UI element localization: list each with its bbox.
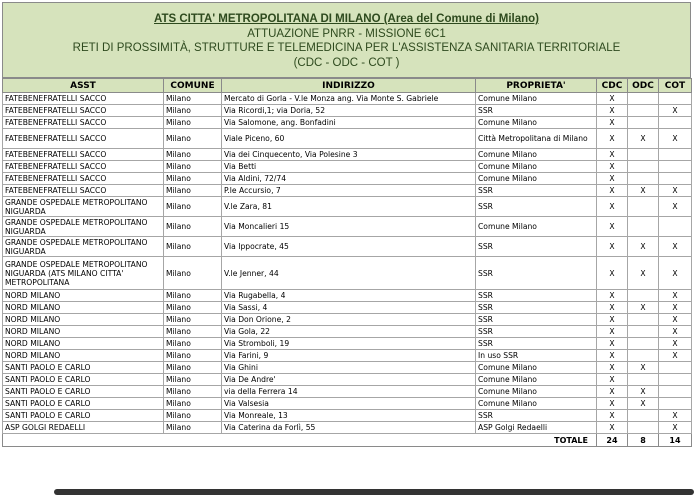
- cell-cot: [659, 386, 692, 398]
- cell-asst: FATEBENEFRATELLI SACCO: [3, 149, 164, 161]
- cell-asst: ASP GOLGI REDAELLI: [3, 422, 164, 434]
- cell-cdc: X: [597, 257, 628, 290]
- cell-proprieta: ASP Golgi Redaelli: [476, 422, 597, 434]
- cell-comune: Milano: [164, 149, 222, 161]
- cell-proprieta: Comune Milano: [476, 117, 597, 129]
- cell-comune: Milano: [164, 410, 222, 422]
- cell-asst: SANTI PAOLO E CARLO: [3, 410, 164, 422]
- cell-cot: [659, 149, 692, 161]
- table-row: [3, 105, 692, 117]
- cell-cot: X: [659, 338, 692, 350]
- cell-proprieta: Città Metropolitana di Milano: [476, 129, 597, 149]
- cell-cot: X: [659, 257, 692, 290]
- table-row: [3, 314, 692, 326]
- table-row: [3, 93, 692, 105]
- cell-cot: X: [659, 350, 692, 362]
- cell-cdc: X: [597, 290, 628, 302]
- cell-asst: FATEBENEFRATELLI SACCO: [3, 129, 164, 149]
- cell-odc: [628, 93, 659, 105]
- cell-cdc: X: [597, 314, 628, 326]
- cell-cdc: X: [597, 117, 628, 129]
- cell-proprieta: Comune Milano: [476, 362, 597, 374]
- cell-cdc: X: [597, 422, 628, 434]
- cell-cdc: X: [597, 237, 628, 257]
- cell-comune: Milano: [164, 302, 222, 314]
- table-row: [3, 129, 692, 149]
- cell-cdc: X: [597, 326, 628, 338]
- cell-cot: [659, 362, 692, 374]
- cell-indirizzo: Mercato di Gorla - V.le Monza ang. Via Monte S. Gabriele: [222, 93, 476, 105]
- table-row: [3, 302, 692, 314]
- cell-odc: [628, 117, 659, 129]
- cell-indirizzo: Via Salomone, ang. Bonfadini: [222, 117, 476, 129]
- cell-asst: GRANDE OSPEDALE METROPOLITANO NIGUARDA (ATS MILANO CITTA' METROPOLITANA: [3, 257, 164, 290]
- column-header-asst: ASST: [3, 79, 164, 93]
- cell-asst: FATEBENEFRATELLI SACCO: [3, 117, 164, 129]
- cell-odc: [628, 326, 659, 338]
- cell-indirizzo: Via Gola, 22: [222, 326, 476, 338]
- cell-proprieta: SSR: [476, 326, 597, 338]
- cell-proprieta: Comune Milano: [476, 374, 597, 386]
- cell-asst: FATEBENEFRATELLI SACCO: [3, 185, 164, 197]
- cell-cdc: X: [597, 398, 628, 410]
- cell-asst: FATEBENEFRATELLI SACCO: [3, 93, 164, 105]
- cell-indirizzo: Via Betti: [222, 161, 476, 173]
- cell-odc: [628, 338, 659, 350]
- cell-cdc: X: [597, 129, 628, 149]
- title-line-4: (CDC - ODC - COT ): [293, 56, 400, 69]
- cell-comune: Milano: [164, 374, 222, 386]
- cell-cdc: X: [597, 374, 628, 386]
- cell-proprieta: SSR: [476, 338, 597, 350]
- table-row: [3, 161, 692, 173]
- cell-asst: FATEBENEFRATELLI SACCO: [3, 173, 164, 185]
- cell-indirizzo: via della Ferrera 14: [222, 386, 476, 398]
- horizontal-scrollbar[interactable]: [54, 489, 694, 495]
- cell-cot: [659, 93, 692, 105]
- cell-asst: SANTI PAOLO E CARLO: [3, 386, 164, 398]
- cell-comune: Milano: [164, 257, 222, 290]
- cell-indirizzo: Via Caterina da Forlì, 55: [222, 422, 476, 434]
- cell-proprieta: Comune Milano: [476, 161, 597, 173]
- table-row: [3, 290, 692, 302]
- cell-cot: X: [659, 410, 692, 422]
- cell-asst: NORD MILANO: [3, 290, 164, 302]
- cell-indirizzo: Via Ghini: [222, 362, 476, 374]
- cell-odc: [628, 314, 659, 326]
- cell-proprieta: SSR: [476, 237, 597, 257]
- total-odc: 8: [628, 434, 659, 447]
- cell-comune: Milano: [164, 197, 222, 217]
- cell-comune: Milano: [164, 237, 222, 257]
- cell-asst: NORD MILANO: [3, 302, 164, 314]
- cell-proprieta: Comune Milano: [476, 93, 597, 105]
- title-line-1: ATS CITTA' METROPOLITANA DI MILANO (Area del Comune di Milano): [154, 13, 539, 25]
- cell-cot: X: [659, 197, 692, 217]
- cell-comune: Milano: [164, 338, 222, 350]
- cell-cot: [659, 374, 692, 386]
- cell-indirizzo: Via Moncalieri 15: [222, 217, 476, 237]
- table-row: [3, 350, 692, 362]
- cell-proprieta: SSR: [476, 185, 597, 197]
- cell-cot: X: [659, 326, 692, 338]
- cell-asst: SANTI PAOLO E CARLO: [3, 374, 164, 386]
- total-cot: 14: [659, 434, 692, 447]
- cell-indirizzo: Via Stromboli, 19: [222, 338, 476, 350]
- cell-odc: [628, 350, 659, 362]
- cell-odc: [628, 217, 659, 237]
- table-row: [3, 398, 692, 410]
- cell-cot: X: [659, 105, 692, 117]
- cell-proprieta: SSR: [476, 197, 597, 217]
- cell-cot: X: [659, 314, 692, 326]
- cell-comune: Milano: [164, 290, 222, 302]
- cell-odc: [628, 173, 659, 185]
- cell-odc: [628, 422, 659, 434]
- cell-cdc: X: [597, 338, 628, 350]
- table-row: [3, 374, 692, 386]
- cell-comune: Milano: [164, 185, 222, 197]
- cell-cot: [659, 398, 692, 410]
- cell-comune: Milano: [164, 93, 222, 105]
- column-header-cdc: CDC: [597, 79, 628, 93]
- table-row: [3, 422, 692, 434]
- cell-comune: Milano: [164, 129, 222, 149]
- cell-cot: X: [659, 302, 692, 314]
- cell-asst: NORD MILANO: [3, 338, 164, 350]
- cell-comune: Milano: [164, 398, 222, 410]
- cell-cdc: X: [597, 161, 628, 173]
- cell-comune: Milano: [164, 217, 222, 237]
- cell-indirizzo: Via Ippocrate, 45: [222, 237, 476, 257]
- table-row: [3, 237, 692, 257]
- title-line-3: RETI DI PROSSIMITÀ, STRUTTURE E TELEMEDICINA PER L'ASSISTENZA SANITARIA TERRITORIALE: [72, 42, 621, 54]
- cell-comune: Milano: [164, 350, 222, 362]
- cell-odc: X: [628, 237, 659, 257]
- cell-asst: GRANDE OSPEDALE METROPOLITANO NIGUARDA: [3, 237, 164, 257]
- cell-cot: [659, 161, 692, 173]
- cell-cdc: X: [597, 302, 628, 314]
- cell-proprieta: Comune Milano: [476, 173, 597, 185]
- cell-odc: [628, 197, 659, 217]
- cell-indirizzo: V.le Zara, 81: [222, 197, 476, 217]
- cell-proprieta: SSR: [476, 105, 597, 117]
- cell-proprieta: Comune Milano: [476, 217, 597, 237]
- cell-comune: Milano: [164, 314, 222, 326]
- cell-indirizzo: Via Sassi, 4: [222, 302, 476, 314]
- cell-comune: Milano: [164, 326, 222, 338]
- column-header-proprieta: PROPRIETA': [476, 79, 597, 93]
- cell-indirizzo: P.le Accursio, 7: [222, 185, 476, 197]
- cell-asst: GRANDE OSPEDALE METROPOLITANO NIGUARDA: [3, 197, 164, 217]
- cell-cdc: X: [597, 350, 628, 362]
- cell-odc: X: [628, 386, 659, 398]
- cell-cot: [659, 173, 692, 185]
- cell-proprieta: SSR: [476, 302, 597, 314]
- cell-asst: NORD MILANO: [3, 350, 164, 362]
- cell-cot: [659, 117, 692, 129]
- cell-cot: X: [659, 185, 692, 197]
- cell-indirizzo: Via De Andre': [222, 374, 476, 386]
- cell-indirizzo: V.le Jenner, 44: [222, 257, 476, 290]
- cell-odc: X: [628, 129, 659, 149]
- cell-asst: SANTI PAOLO E CARLO: [3, 398, 164, 410]
- cell-cot: X: [659, 237, 692, 257]
- table-row: [3, 197, 692, 217]
- cell-proprieta: SSR: [476, 290, 597, 302]
- cell-odc: [628, 290, 659, 302]
- cell-indirizzo: Via Monreale, 13: [222, 410, 476, 422]
- cell-cot: X: [659, 422, 692, 434]
- cell-odc: X: [628, 302, 659, 314]
- cell-cdc: X: [597, 105, 628, 117]
- cell-cdc: X: [597, 173, 628, 185]
- table-row: [3, 326, 692, 338]
- cell-cdc: X: [597, 217, 628, 237]
- cell-cdc: X: [597, 386, 628, 398]
- column-header-odc: ODC: [628, 79, 659, 93]
- table-row: [3, 149, 692, 161]
- total-label: TOTALE: [3, 434, 597, 447]
- cell-odc: [628, 149, 659, 161]
- cell-odc: X: [628, 185, 659, 197]
- table-row: [3, 362, 692, 374]
- facilities-table: [2, 78, 692, 447]
- cell-indirizzo: Via Rugabella, 4: [222, 290, 476, 302]
- cell-cot: [659, 217, 692, 237]
- cell-asst: FATEBENEFRATELLI SACCO: [3, 161, 164, 173]
- cell-cdc: X: [597, 362, 628, 374]
- cell-indirizzo: Via Valsesia: [222, 398, 476, 410]
- table-body: [3, 93, 692, 434]
- cell-proprieta: Comune Milano: [476, 386, 597, 398]
- column-header-cot: COT: [659, 79, 692, 93]
- document-header: [2, 2, 691, 78]
- column-header-comune: COMUNE: [164, 79, 222, 93]
- cell-proprieta: SSR: [476, 314, 597, 326]
- cell-cot: X: [659, 290, 692, 302]
- document-sheet: [2, 2, 691, 447]
- total-cdc: 24: [597, 434, 628, 447]
- cell-cdc: X: [597, 410, 628, 422]
- cell-comune: Milano: [164, 422, 222, 434]
- column-header-indirizzo: INDIRIZZO: [222, 79, 476, 93]
- cell-cdc: X: [597, 185, 628, 197]
- title-line-2: ATTUAZIONE PNRR - MISSIONE 6C1: [247, 27, 446, 40]
- cell-proprieta: SSR: [476, 257, 597, 290]
- cell-comune: Milano: [164, 117, 222, 129]
- table-header-row: [3, 79, 692, 93]
- cell-comune: Milano: [164, 362, 222, 374]
- cell-odc: [628, 374, 659, 386]
- cell-comune: Milano: [164, 386, 222, 398]
- table-row: [3, 117, 692, 129]
- cell-asst: SANTI PAOLO E CARLO: [3, 362, 164, 374]
- cell-odc: [628, 105, 659, 117]
- cell-cdc: X: [597, 197, 628, 217]
- cell-indirizzo: Via dei Cinquecento, Via Polesine 3: [222, 149, 476, 161]
- cell-indirizzo: Via Don Orione, 2: [222, 314, 476, 326]
- cell-indirizzo: Via Farini, 9: [222, 350, 476, 362]
- cell-cdc: X: [597, 149, 628, 161]
- cell-proprieta: In uso SSR: [476, 350, 597, 362]
- cell-asst: FATEBENEFRATELLI SACCO: [3, 105, 164, 117]
- cell-proprieta: SSR: [476, 410, 597, 422]
- cell-cot: X: [659, 129, 692, 149]
- cell-asst: GRANDE OSPEDALE METROPOLITANO NIGUARDA: [3, 217, 164, 237]
- cell-odc: X: [628, 398, 659, 410]
- table-row: [3, 173, 692, 185]
- cell-indirizzo: Viale Piceno, 60: [222, 129, 476, 149]
- cell-proprieta: Comune Milano: [476, 398, 597, 410]
- cell-cdc: X: [597, 93, 628, 105]
- cell-comune: Milano: [164, 105, 222, 117]
- cell-odc: [628, 410, 659, 422]
- total-row: [3, 434, 692, 447]
- table-row: [3, 257, 692, 290]
- table-row: [3, 410, 692, 422]
- cell-comune: Milano: [164, 161, 222, 173]
- cell-indirizzo: Via Ricordi,1; via Doria, 52: [222, 105, 476, 117]
- cell-odc: X: [628, 257, 659, 290]
- cell-asst: NORD MILANO: [3, 326, 164, 338]
- cell-comune: Milano: [164, 173, 222, 185]
- cell-odc: X: [628, 362, 659, 374]
- table-row: [3, 185, 692, 197]
- cell-odc: [628, 161, 659, 173]
- cell-indirizzo: Via Aldini, 72/74: [222, 173, 476, 185]
- cell-proprieta: Comune Milano: [476, 149, 597, 161]
- table-row: [3, 217, 692, 237]
- cell-asst: NORD MILANO: [3, 314, 164, 326]
- table-row: [3, 386, 692, 398]
- table-row: [3, 338, 692, 350]
